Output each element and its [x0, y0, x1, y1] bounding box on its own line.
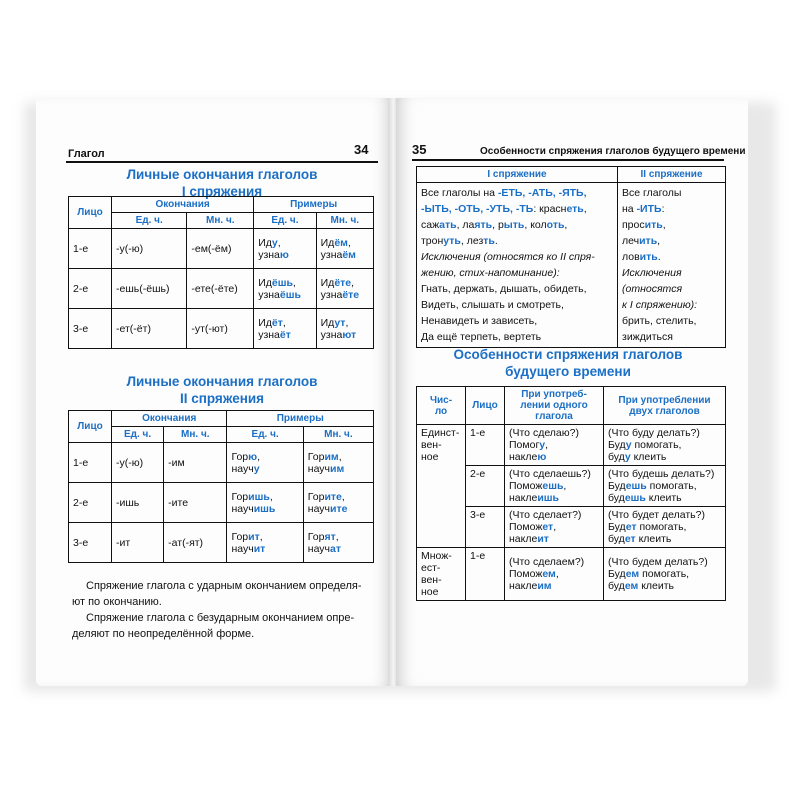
number-singular: Единст- вен- ное: [417, 425, 466, 548]
two-verbs-cell: (Что буду делать?) Буду помогать, буду клеить: [604, 425, 726, 466]
person-cell: 3-е: [69, 523, 112, 563]
number-plural: Множ- ест- вен- ное: [417, 548, 466, 601]
table-row: [69, 523, 374, 563]
table2-title-line1: Личные окончания глаголов: [126, 374, 318, 389]
col-conj-ii: II спряжение: [618, 167, 726, 183]
table-row: [69, 443, 374, 483]
right-page: [396, 98, 748, 686]
col-endings: Окончания: [112, 411, 227, 427]
example-pl-cell: Идёте, узнаёте: [316, 269, 373, 309]
col-examples-pl: Мн. ч.: [316, 213, 373, 229]
col-number: Чис- ло: [417, 387, 466, 425]
person-cell: 2-е: [69, 483, 112, 523]
person-cell: 2-е: [466, 466, 505, 507]
left-header-rule: [66, 161, 378, 163]
col-examples-sg: Ед. ч.: [254, 213, 316, 229]
col-endings-pl: Мн. ч.: [164, 427, 227, 443]
one-verb-cell: (Что сделаешь?) Поможешь, наклеишь: [505, 466, 604, 507]
example-sg-cell: Горишь, научишь: [227, 483, 303, 523]
note-line: деляют по неопределённой форме.: [72, 628, 255, 640]
col-person: Лицо: [466, 387, 505, 425]
table-row: [69, 309, 374, 349]
col-endings-sg: Ед. ч.: [112, 427, 164, 443]
conjugation-ii-table: [68, 410, 374, 563]
left-page: [36, 98, 392, 686]
table-row: [69, 269, 374, 309]
one-verb-cell: (Что сделаем?) Поможем, наклеим: [505, 548, 604, 601]
ending-sg-cell: -ет(-ёт): [112, 309, 187, 349]
example-sg-cell: Идёт, узнаёт: [254, 309, 316, 349]
one-verb-cell: (Что сделаю?) Помогу, наклею: [505, 425, 604, 466]
example-sg-cell: Идёшь, узнаёшь: [254, 269, 316, 309]
person-cell: 3-е: [466, 507, 505, 548]
ending-pl-cell: -им: [164, 443, 227, 483]
two-verbs-cell: (Что будем делать?) Будем помогать, будем клеить: [604, 548, 726, 601]
person-cell: 1-е: [466, 548, 505, 601]
right-page-number: 35: [412, 142, 427, 157]
ending-pl-cell: -ут(-ют): [187, 309, 254, 349]
col-two-verbs: При употреблении двух глаголов: [604, 387, 726, 425]
one-verb-cell: (Что сделает?) Поможет, наклеит: [505, 507, 604, 548]
col-endings-pl: Мн. ч.: [187, 213, 254, 229]
table1-title-line2: I спряжения: [181, 184, 263, 199]
ending-sg-cell: -у(-ю): [112, 443, 164, 483]
table-row: [69, 483, 374, 523]
conjugation-i-table: [68, 196, 374, 349]
table2-title-line2: II спряжения: [179, 391, 265, 406]
table1-title: [66, 166, 378, 200]
example-pl-cell: Идём, узнаём: [316, 229, 373, 269]
table2-title: [66, 373, 378, 407]
table-row: [417, 425, 726, 466]
conj-i-rules-cell: Все глаголы на -ЕТЬ, -АТЬ, -ЯТЬ, -ЫТЬ, -ОТЬ, -УТЬ, -ТЬ: краснеть, сажать, лаять, рыть, колоть, тронуть, лезть. Исключения (относятся ко II спря- жению, стих-напоминание): Гнать, держать, дышать, обидеть, Видеть, слышать и смотреть, Ненавидеть и зависеть, Да ещё терпеть, вертеть: [417, 183, 618, 348]
example-pl-cell: Горите, научите: [303, 483, 373, 523]
person-cell: 1-е: [69, 443, 112, 483]
ending-sg-cell: -ит: [112, 523, 164, 563]
right-header-rule: [412, 159, 724, 161]
col-examples: Примеры: [254, 197, 374, 213]
example-pl-cell: Идут, узнают: [316, 309, 373, 349]
two-verbs-cell: (Что будет делать?) Будет помогать, будет клеить: [604, 507, 726, 548]
future-title-line1: Особенности спряжения глаголов: [453, 347, 683, 362]
col-person: Лицо: [69, 411, 112, 443]
example-sg-cell: Иду, узнаю: [254, 229, 316, 269]
right-running-head: Особенности спряжения глаголов будущего времени: [480, 146, 746, 157]
col-examples-sg: Ед. ч.: [227, 427, 303, 443]
ending-sg-cell: -ишь: [112, 483, 164, 523]
ending-pl-cell: -ат(-ят): [164, 523, 227, 563]
example-sg-cell: Горю, научу: [227, 443, 303, 483]
future-tense-table: [416, 386, 726, 601]
example-pl-cell: Горят, научат: [303, 523, 373, 563]
future-title-line2: будущего времени: [505, 364, 631, 379]
two-verbs-cell: (Что будешь делать?) Будешь помогать, будешь клеить: [604, 466, 726, 507]
col-person: Лицо: [69, 197, 112, 229]
col-endings-sg: Ед. ч.: [112, 213, 187, 229]
col-examples-pl: Мн. ч.: [303, 427, 373, 443]
col-one-verb: При употреб- лении одного глагола: [505, 387, 604, 425]
col-endings: Окончания: [112, 197, 254, 213]
note-line: ют по окончанию.: [72, 596, 162, 608]
future-table-title: [412, 346, 724, 380]
person-cell: 2-е: [69, 269, 112, 309]
example-pl-cell: Горим, научим: [303, 443, 373, 483]
ending-sg-cell: -у(-ю): [112, 229, 187, 269]
left-page-number: 34: [354, 142, 369, 157]
conj-ii-rules-cell: Все глаголы на -ИТЬ: просить, лечить, ловить. Исключения (относятся к I спряжению): брить, стелить, зиждиться: [618, 183, 726, 348]
person-cell: 1-е: [466, 425, 505, 466]
note-line: Спряжение глагола с ударным окончанием определя-: [86, 580, 362, 592]
table-row: [417, 548, 726, 601]
col-conj-i: I спряжение: [417, 167, 618, 183]
example-sg-cell: Горит, научит: [227, 523, 303, 563]
conjugation-rules-table: [416, 166, 726, 348]
note-line: Спряжение глагола с безударным окончанием опре-: [86, 612, 355, 624]
ending-pl-cell: -ем(-ём): [187, 229, 254, 269]
table-row: [69, 229, 374, 269]
stress-note: [72, 578, 382, 642]
table1-title-line1: Личные окончания глаголов: [126, 167, 318, 182]
person-cell: 1-е: [69, 229, 112, 269]
ending-sg-cell: -ешь(-ёшь): [112, 269, 187, 309]
ending-pl-cell: -ете(-ёте): [187, 269, 254, 309]
left-running-head: Глагол: [68, 148, 105, 160]
ending-pl-cell: -ите: [164, 483, 227, 523]
col-examples: Примеры: [227, 411, 374, 427]
person-cell: 3-е: [69, 309, 112, 349]
